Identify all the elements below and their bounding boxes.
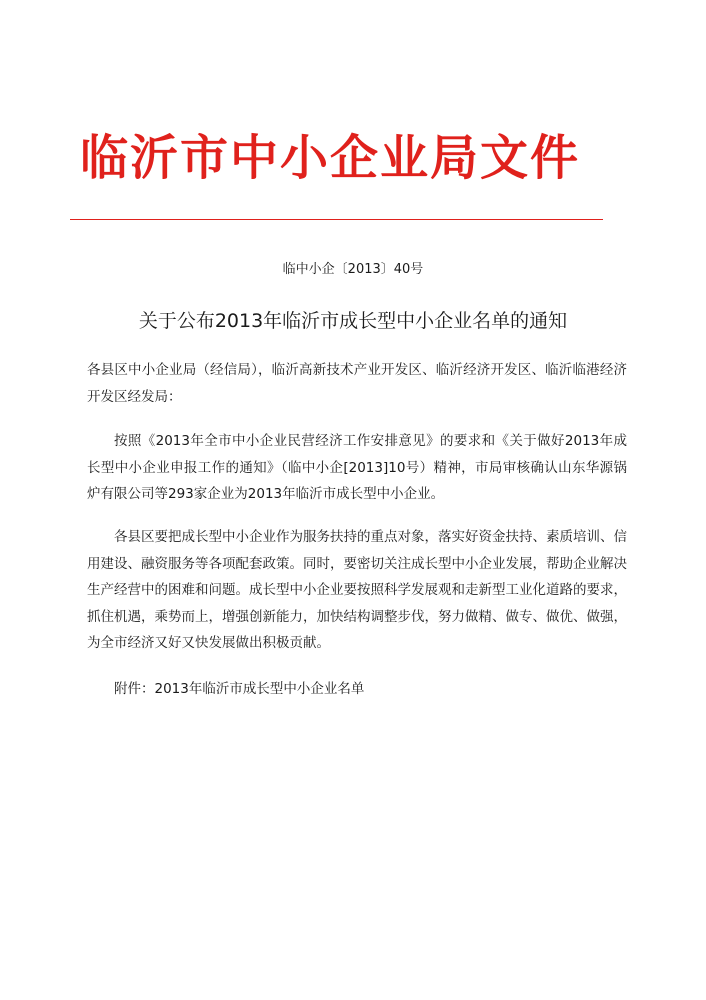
body-paragraph-1: 按照《2013年全市中小企业民营经济工作安排意见》的要求和《关于做好2013年成长型中小企业申报工作的通知》（临中小企[2013]10号）精神，市局审核确认山东华源锅炉有限公司等293家企业为2013年临沂市成长型中小企业。 bbox=[87, 433, 627, 502]
masthead-divider bbox=[70, 219, 603, 220]
attachment-line: 附件：2013年临沂市成长型中小企业名单 bbox=[114, 681, 365, 697]
body-paragraph-2: 各县区要把成长型中小企业作为服务扶持的重点对象，落实好资金扶持、素质培训、信用建设、融资服务等各项配套政策。同时，要密切关注成长型中小企业发展，帮助企业解决生产经营中的困难和问题。成长型中小企业要按照科学发展观和走新型工业化道路的要求，抓住机遇，乘势而上，增强创新能力，加快结构调整步伐，努力做精、做专、做优、做强，为全市经济又好又快发展做出积极贡献。 bbox=[87, 529, 627, 651]
document-number: 临中小企〔2013〕40号 bbox=[282, 262, 424, 277]
document-title: 关于公布2013年临沂市成长型中小企业名单的通知 bbox=[138, 310, 568, 332]
addressee: 各县区中小企业局（经信局），临沂高新技术产业开发区、临沂经济开发区、临沂临港经济开发区经发局： bbox=[87, 362, 627, 405]
masthead-title: 临沂市中小企业局文件 bbox=[80, 130, 581, 186]
